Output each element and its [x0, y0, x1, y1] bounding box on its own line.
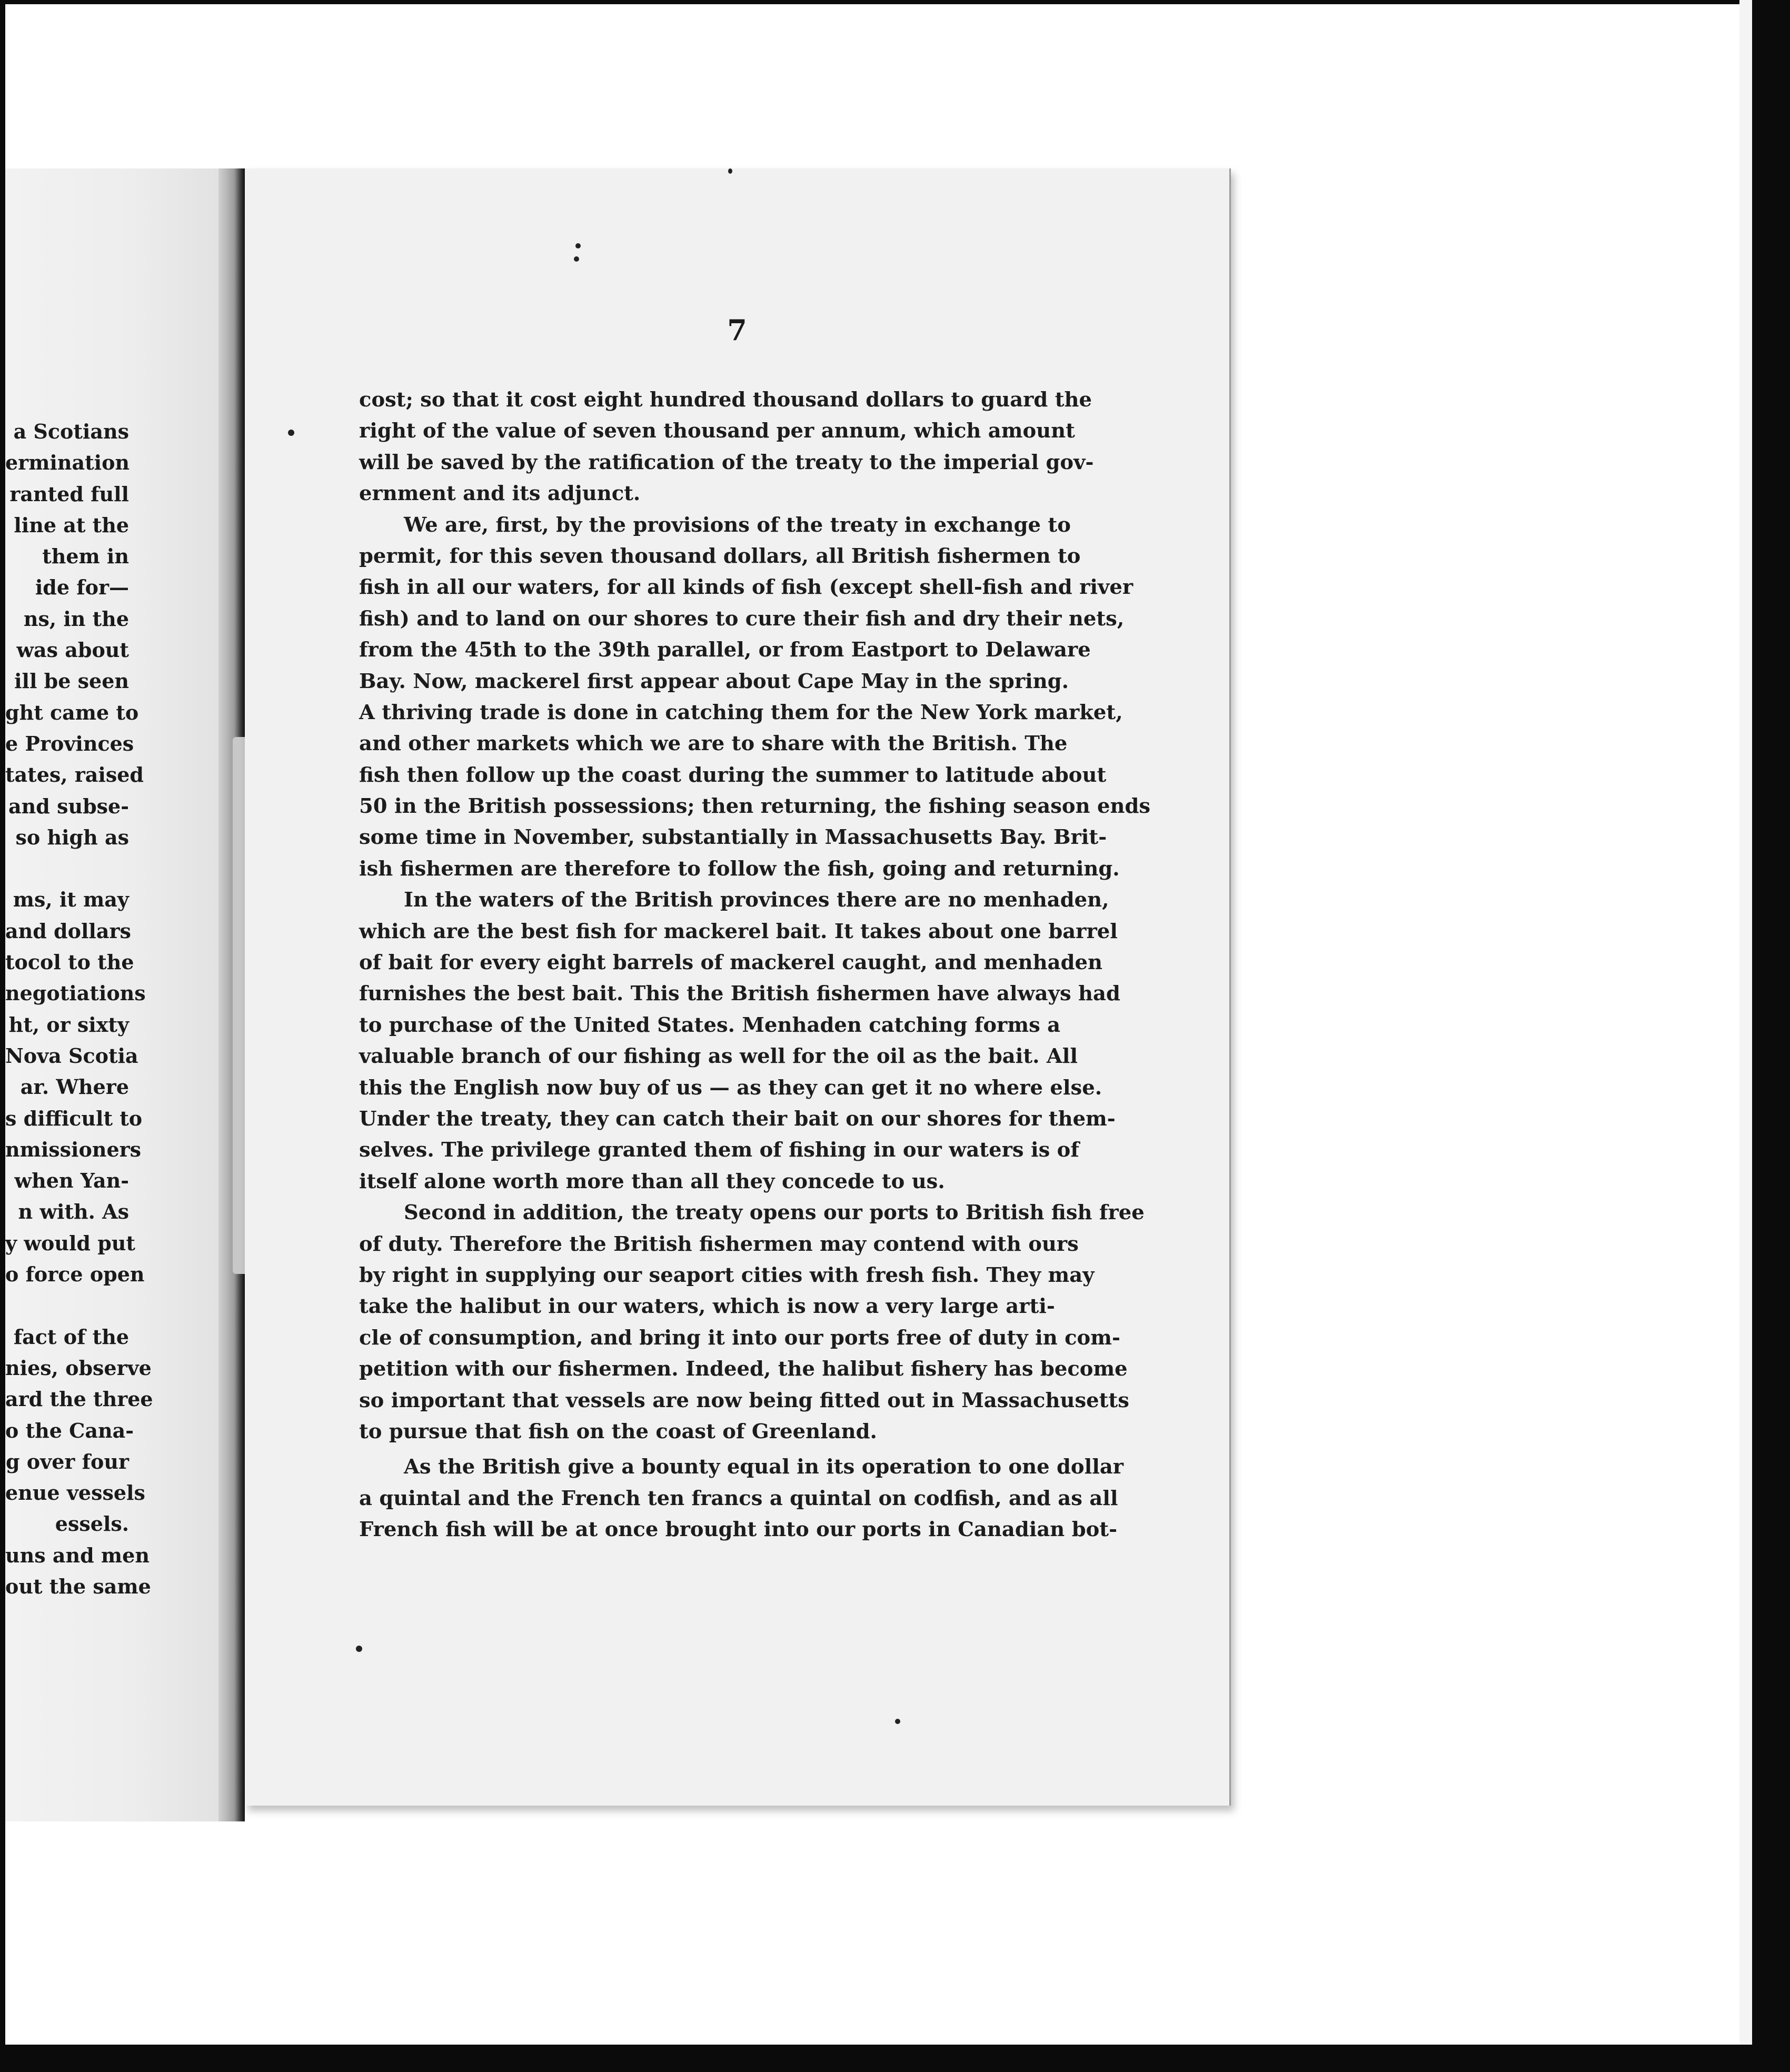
text-line: We are, first, by the provisions of the treaty in exchange to — [404, 513, 1071, 537]
scan-right-border — [1752, 0, 1790, 2072]
previous-page-line: ermination — [5, 451, 130, 475]
previous-page-line: so high as — [15, 825, 129, 849]
previous-page-line: ard the three — [5, 1387, 153, 1411]
text-line: of bait for every eight barrels of mackerel caught, and menhaden — [359, 951, 1102, 975]
text-line: permit, for this seven thousand dollars, all British fishermen to — [359, 544, 1081, 568]
text-line: selves. The privilege granted them of fishing in our waters is of — [359, 1138, 1079, 1162]
previous-page-line: out the same — [5, 1574, 151, 1598]
previous-page-line: a Scotians — [13, 420, 129, 443]
text-line: so important that vessels are now being fitted out in Massachusetts — [359, 1388, 1129, 1412]
text-line: A thriving trade is done in catching them for the New York market, — [359, 700, 1123, 724]
ink-speck — [728, 168, 732, 174]
previous-page-line: ms, it may — [13, 888, 129, 912]
text-line: ish fishermen are therefore to follow the fish, going and returning. — [359, 856, 1120, 881]
previous-page-line: ght came to — [5, 700, 139, 724]
previous-page-line: e Provinces — [5, 731, 134, 755]
text-line: take the halibut in our waters, which is now a very large arti- — [359, 1294, 1055, 1319]
previous-page-line: fact of the — [13, 1324, 129, 1349]
previous-page-line: ranted full — [9, 482, 129, 506]
previous-page-line: uns and men — [5, 1543, 150, 1567]
previous-page-line — [5, 853, 218, 884]
text-line: some time in November, substantially in Massachusetts Bay. Brit- — [359, 825, 1107, 850]
text-line: fish then follow up the coast during the summer to latitude about — [359, 763, 1107, 787]
text-line: which are the best fish for mackerel bait. It takes about one barrel — [359, 919, 1118, 943]
text-line: this the English now buy of us — as they can get it no where else. — [359, 1075, 1102, 1100]
previous-page-line: o the Cana- — [5, 1418, 134, 1442]
page-number: 7 — [727, 313, 747, 347]
scan-top-border — [0, 0, 1790, 4]
previous-page-line: s difficult to — [5, 1106, 143, 1130]
text-line: Second in addition, the treaty opens our ports to British fish free — [404, 1201, 1145, 1225]
previous-page-line: ht, or sixty — [8, 1012, 129, 1037]
previous-page-line: ill be seen — [14, 669, 129, 693]
previous-page-line: negotiations — [5, 981, 146, 1005]
previous-page-line: Nova Scotia — [5, 1043, 138, 1068]
scan-bottom-border — [0, 2045, 1790, 2072]
text-line: and other markets which we are to share with the British. The — [359, 732, 1068, 756]
text-line: furnishes the best bait. This the British fishermen have always had — [359, 982, 1120, 1006]
text-line: itself alone worth more than all they concede to us. — [359, 1169, 945, 1193]
page — [245, 168, 1231, 1806]
text-line: valuable branch of our fishing as well for the oil as the bait. All — [359, 1044, 1078, 1069]
text-line: As the British give a bounty equal in its operation to one dollar — [404, 1455, 1124, 1479]
previous-page-line: when Yan- — [14, 1169, 129, 1193]
previous-page-line: ns, in the — [23, 606, 129, 631]
previous-page-text — [5, 416, 218, 1602]
previous-page-line: and subse- — [8, 794, 129, 818]
previous-page-line: nies, observe — [5, 1356, 152, 1380]
text-line: of duty. Therefore the British fishermen may contend with ours — [359, 1232, 1079, 1256]
previous-page-line: o force open — [5, 1262, 145, 1287]
previous-page-fragment — [5, 168, 218, 1821]
text-line: Under the treaty, they can catch their bait on our shores for them- — [359, 1107, 1116, 1131]
ink-speck — [575, 243, 581, 248]
previous-page-line: y would put — [5, 1231, 135, 1255]
previous-page-line — [5, 1290, 218, 1321]
text-line: ernment and its adjunct. — [359, 482, 641, 506]
text-line: fish) and to land on our shores to cure their fish and dry their nets, — [359, 606, 1125, 631]
page-body-text — [359, 384, 1151, 1545]
text-line: by right in supplying our seaport cities with fresh fish. They may — [359, 1263, 1095, 1287]
text-line: 50 in the British possessions; then returning, the fishing season ends — [359, 794, 1151, 819]
text-line: right of the value of seven thousand per annum, which amount — [359, 419, 1075, 443]
scan-right-margin — [1739, 0, 1752, 2072]
previous-page-line: tocol to the — [5, 950, 134, 974]
previous-page-line: tates, raised — [5, 763, 144, 787]
ink-speck — [895, 1719, 900, 1724]
text-line: Bay. Now, mackerel first appear about Cape May in the spring. — [359, 669, 1069, 693]
ink-speck — [574, 256, 579, 262]
previous-page-line: them in — [42, 544, 129, 569]
previous-page-line: ar. Where — [20, 1075, 129, 1099]
text-line: a quintal and the French ten francs a quintal on codfish, and as all — [359, 1486, 1118, 1510]
previous-page-line: line at the — [14, 513, 129, 537]
text-line: fish in all our waters, for all kinds of fish (except shell-fish and river — [359, 575, 1133, 600]
text-line: petition with our fishermen. Indeed, the halibut fishery has become — [359, 1357, 1128, 1381]
previous-page-line: g over four — [6, 1449, 129, 1473]
scan-left-border — [0, 0, 5, 2072]
previous-page-line: and dollars — [5, 919, 131, 943]
text-line: French fish will be at once brought into our ports in Canadian bot- — [359, 1518, 1118, 1542]
ink-speck — [288, 430, 294, 436]
text-line: to pursue that fish on the coast of Greenland. — [359, 1419, 877, 1443]
previous-page-line: enue vessels — [5, 1481, 145, 1505]
previous-page-line: nmissioners — [5, 1137, 142, 1161]
previous-page-line: was about — [16, 638, 129, 662]
text-line: will be saved by the ratification of the treaty to the imperial gov- — [359, 450, 1094, 474]
text-line: to purchase of the United States. Menhaden catching forms a — [359, 1013, 1061, 1037]
text-line: cle of consumption, and bring it into our ports free of duty in com- — [359, 1326, 1120, 1350]
text-line: In the waters of the British provinces there are no menhaden, — [404, 888, 1109, 912]
ink-speck — [356, 1646, 362, 1652]
previous-page-line: essels. — [55, 1512, 129, 1536]
previous-page-line: ide for— — [35, 575, 129, 600]
text-line: cost; so that it cost eight hundred thousand dollars to guard the — [359, 388, 1092, 412]
previous-page-line: n with. As — [18, 1200, 129, 1224]
text-line: from the 45th to the 39th parallel, or from Eastport to Delaware — [359, 638, 1091, 662]
